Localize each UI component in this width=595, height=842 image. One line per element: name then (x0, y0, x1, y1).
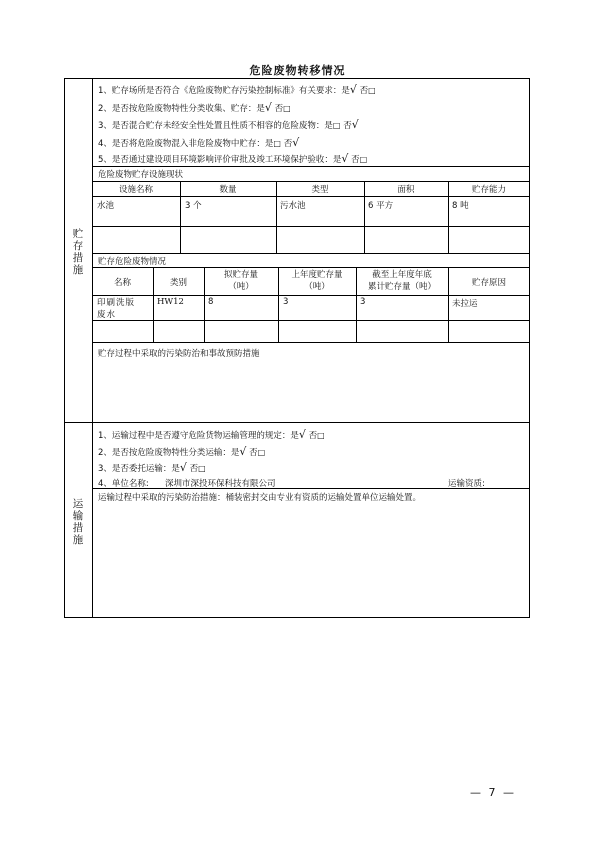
rule (92, 226, 530, 227)
section-separator (64, 422, 530, 423)
waste-cell: HW12 (157, 297, 184, 307)
transport-section-label: 运输措施 (72, 498, 84, 546)
waste-cell: 印刷洗版 废水 (97, 298, 136, 320)
transport-measures: 运输过程中采取的污染防治措施：桶装密封交由专业有资质的运输处置单位运输处置。 (98, 493, 422, 503)
storage-question: 3、是否混合贮存未经安全性处置且性质不相容的危险废物：是□ 否√ (98, 118, 359, 131)
rule (92, 295, 530, 296)
storage-question: 2、是否按危险废物特性分类收集、贮存：是√ 否□ (98, 101, 291, 114)
facility-cell: 水池 (97, 201, 115, 211)
waste-header: 上年度贮存量 （吨） (291, 270, 343, 292)
transport-question: 3、是否委托运输：是√ 否□ (98, 461, 206, 474)
facility-cell: 8 吨 (452, 201, 469, 211)
rule (92, 267, 530, 268)
rule (92, 166, 530, 167)
storage-section-label: 贮存措施 (72, 228, 84, 276)
waste-cell: 3 (360, 297, 366, 307)
waste-header: 贮存原因 (471, 278, 506, 288)
storage-question: 1、贮存场所是否符合《危险废物贮存污染控制标准》有关要求：是√ 否□ (98, 83, 376, 96)
waste-header: 截至上年度年底 累计贮存量（吨） (367, 270, 436, 292)
facility-header: 面积 (397, 185, 415, 195)
rule (92, 342, 530, 343)
facility-cell: 污水池 (280, 201, 306, 211)
transport-qualification-label: 运输资质: (448, 479, 485, 489)
waste-cell: 未拉运 (452, 299, 478, 309)
page-title: 危险废物转移情况 (249, 64, 346, 77)
page-number: — 7 — (470, 786, 516, 799)
waste-header: 拟贮存量 （吨） (223, 270, 258, 292)
waste-header: 名称 (113, 278, 131, 288)
section-divider (92, 78, 93, 618)
rule (92, 320, 530, 321)
facility-cell: 6 平方 (368, 201, 394, 211)
facility-header: 数量 (219, 185, 237, 195)
facility-header: 贮存能力 (471, 185, 506, 195)
waste-cell: 8 (208, 297, 214, 307)
unit-name: 深圳市深投环保科技有限公司 (165, 479, 276, 489)
waste-cell: 3 (283, 297, 289, 307)
rule (92, 196, 530, 197)
facility-cell: 3 个 (185, 201, 202, 211)
facility-header: 类型 (311, 185, 329, 195)
transport-question: 2、是否按危险废物特性分类运输：是√ 否□ (98, 445, 266, 458)
transport-question: 1、运输过程中是否遵守危险货物运输管理的规定：是√ 否□ (98, 428, 325, 441)
waste-title: 贮存危险废物情况 (98, 257, 167, 267)
rule (92, 181, 530, 182)
storage-question: 4、是否将危险废物混入非危险废物中贮存：是□ 否√ (98, 136, 300, 149)
storage-measures-title: 贮存过程中采取的污染防治和事故预防措施 (98, 349, 260, 359)
storage-question: 5、是否通过建设项目环境影响评价审批及竣工环境保护验收：是√ 否□ (98, 152, 368, 165)
rule (92, 253, 530, 254)
facility-header: 设施名称 (118, 185, 153, 195)
transport-unit-line: 4、单位名称: 深圳市深投环保科技有限公司 (98, 479, 276, 489)
waste-header: 类别 (169, 278, 187, 288)
facility-title: 危险废物贮存设施现状 (98, 170, 184, 180)
